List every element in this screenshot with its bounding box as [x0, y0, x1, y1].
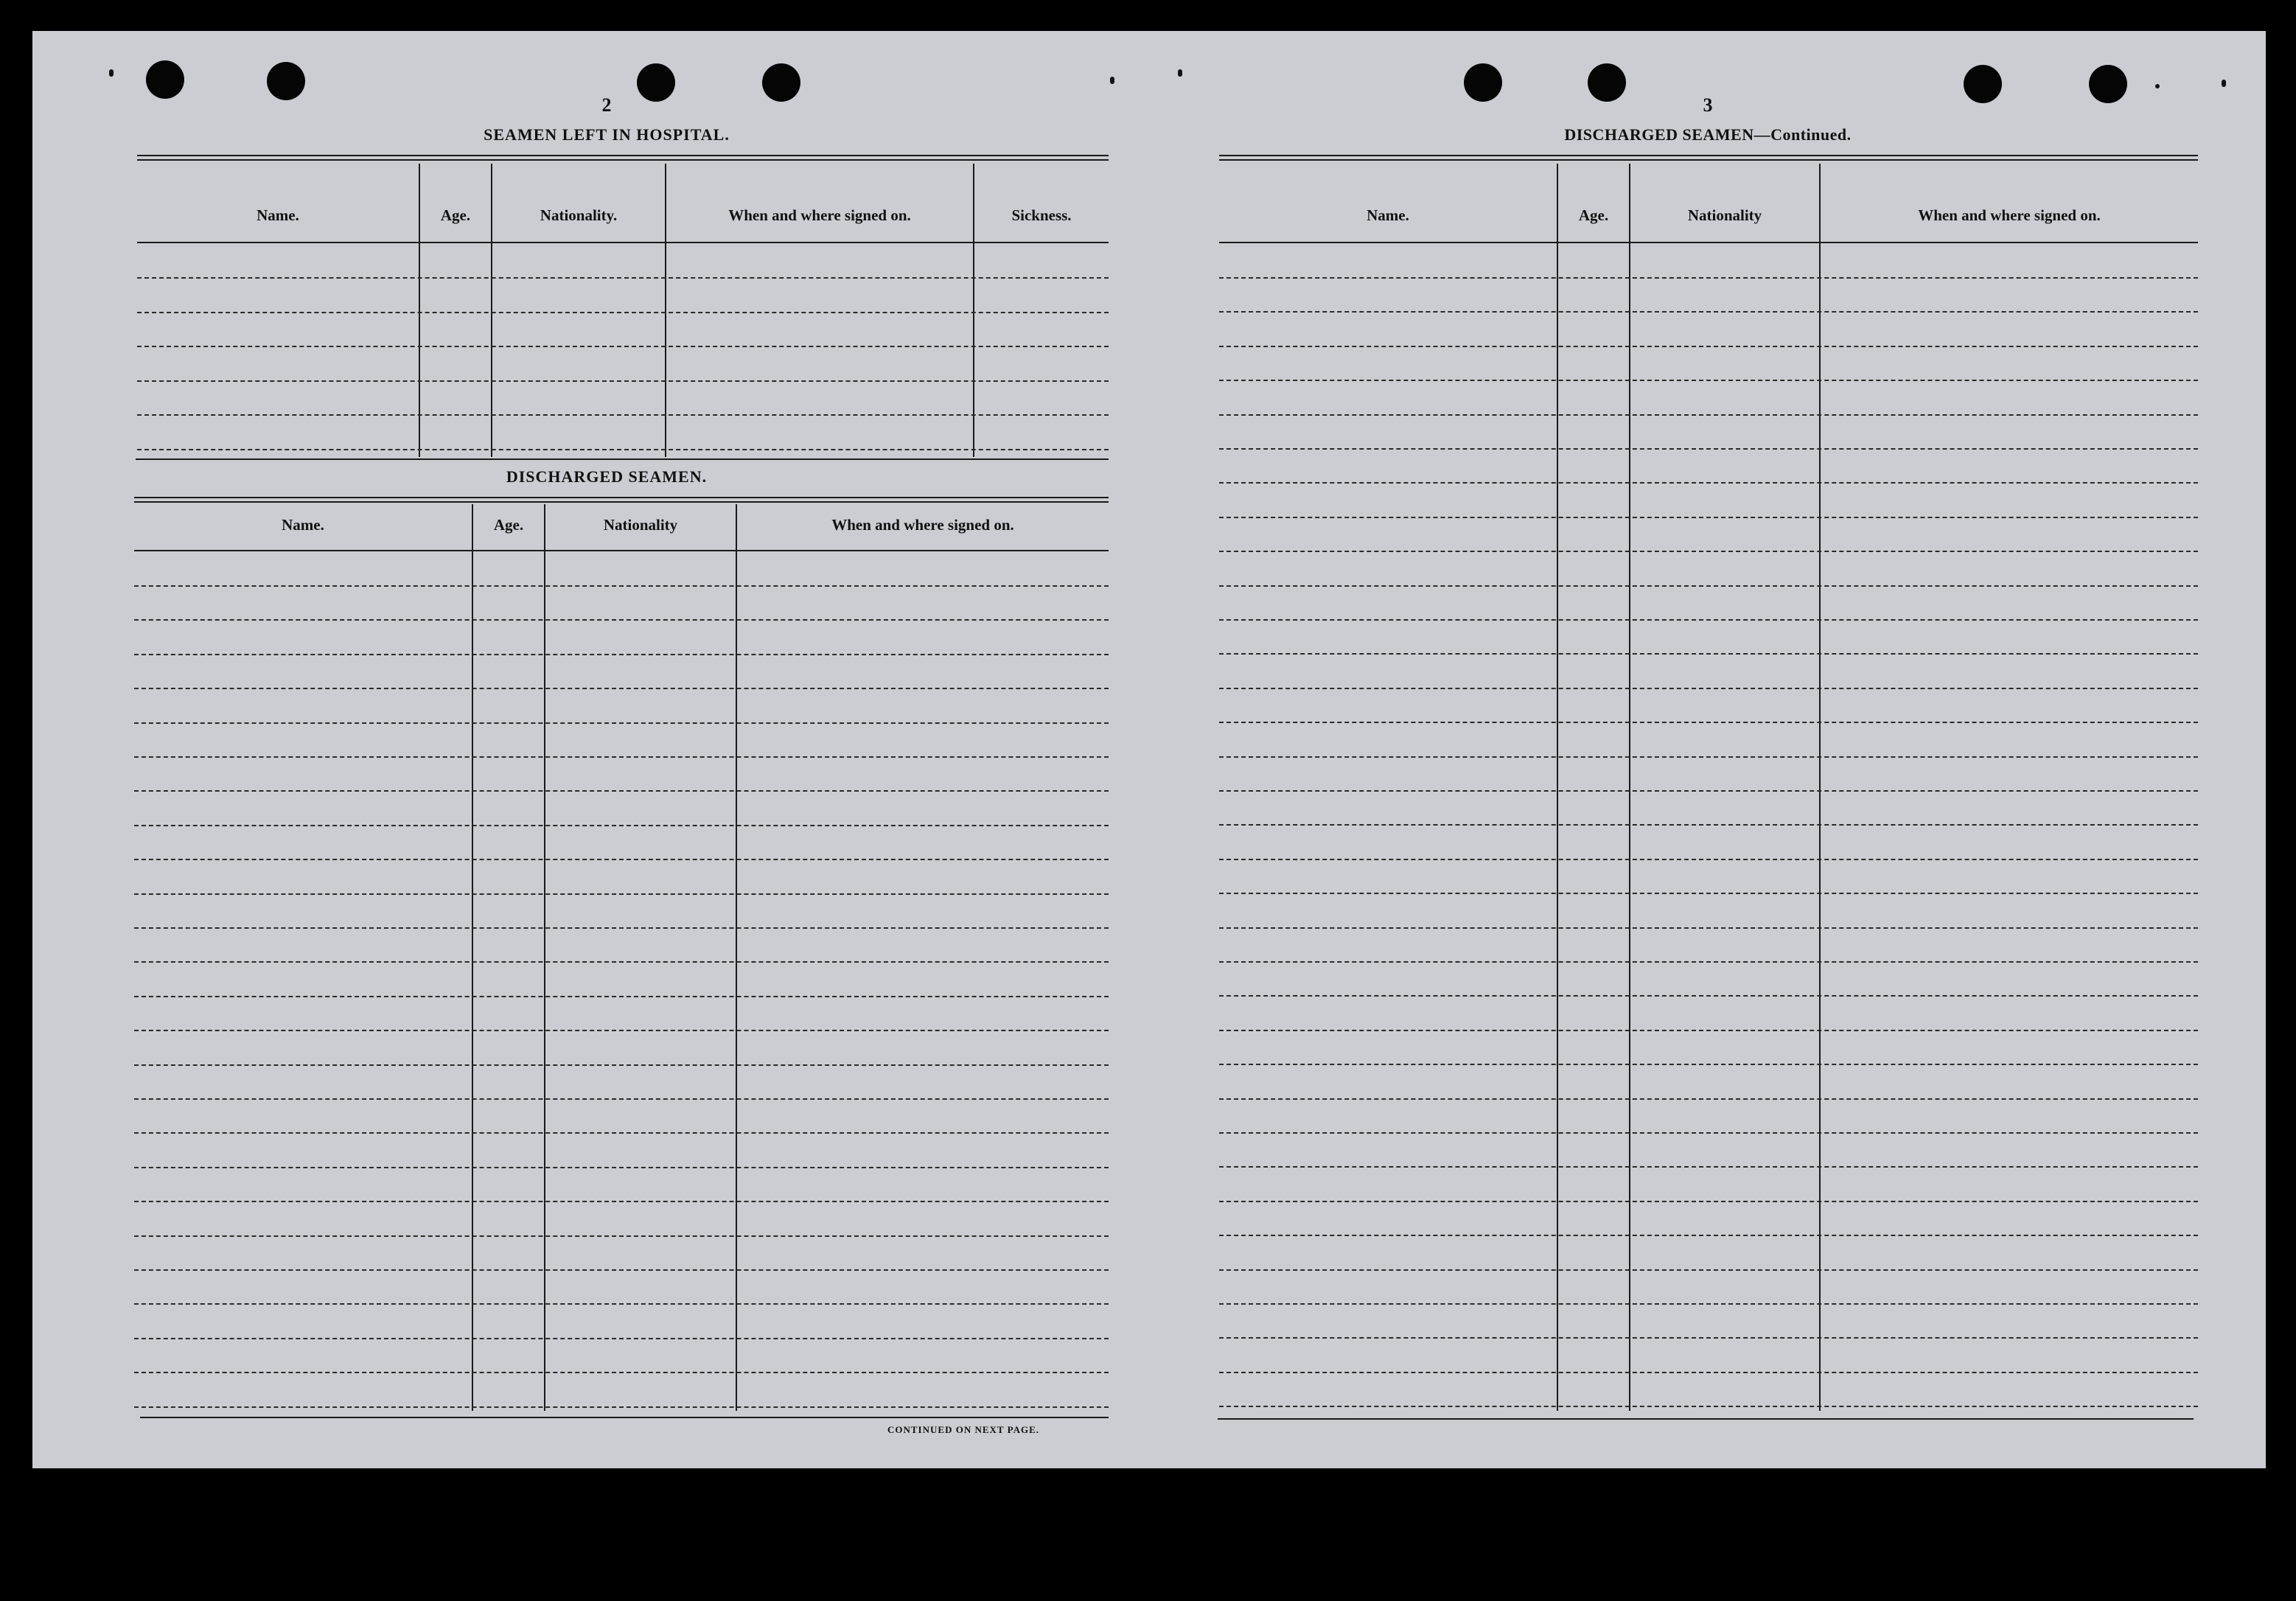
entry-line	[134, 996, 1109, 997]
speck	[2222, 80, 2226, 87]
entry-line	[1219, 1098, 2198, 1100]
entry-line	[1219, 927, 2198, 929]
column-divider	[419, 164, 420, 457]
entry-line	[134, 1167, 1109, 1168]
entry-line	[137, 346, 1109, 347]
hospital-section-title: SEAMEN LEFT IN HOSPITAL.	[484, 125, 730, 144]
entry-line	[1219, 517, 2198, 518]
entry-line	[1219, 756, 2198, 758]
column-header-nationality: Nationality	[603, 516, 678, 534]
speck	[1110, 77, 1114, 84]
entry-line	[1219, 722, 2198, 723]
entry-line	[1219, 893, 2198, 894]
column-divider	[973, 164, 974, 457]
entry-line	[134, 654, 1109, 655]
bottom-rule	[1218, 1418, 2194, 1420]
entry-line	[134, 927, 1109, 929]
entry-line	[1219, 277, 2198, 279]
entry-line	[134, 756, 1109, 758]
column-divider	[665, 164, 666, 457]
section-rule	[136, 458, 1109, 460]
column-header-age: Age.	[493, 516, 524, 534]
column-header-when-where-signed-on: When and where signed on.	[831, 516, 1014, 534]
speck	[1178, 69, 1182, 77]
entry-line	[1219, 1372, 2198, 1373]
entry-line	[1219, 1303, 2198, 1305]
entry-line	[1219, 551, 2198, 552]
entry-line	[1219, 859, 2198, 860]
column-header-when-where-signed-on: When and where signed on.	[1918, 206, 2101, 224]
entry-line	[1219, 688, 2198, 689]
column-divider	[1819, 164, 1821, 1411]
entry-line	[134, 1098, 1109, 1100]
continued-note: CONTINUED ON NEXT PAGE.	[887, 1424, 1039, 1435]
left-page	[103, 31, 1110, 1468]
column-divider	[544, 504, 545, 1411]
header-rule	[137, 242, 1109, 243]
column-header-nationality: Nationality.	[540, 206, 618, 224]
entry-line	[134, 790, 1109, 792]
entry-line	[1219, 585, 2198, 587]
entry-line	[1219, 961, 2198, 963]
entry-line	[137, 414, 1109, 416]
column-divider	[1629, 164, 1630, 1411]
entry-line	[134, 619, 1109, 621]
column-header-name: Name.	[1367, 206, 1409, 224]
entry-line	[1219, 311, 2198, 313]
column-header-nationality: Nationality	[1687, 206, 1762, 224]
entry-line	[134, 893, 1109, 895]
entry-line	[1219, 619, 2198, 621]
ledger-sheet	[32, 31, 2266, 1468]
entry-line	[1219, 995, 2198, 997]
entry-line	[1219, 1166, 2198, 1168]
entry-line	[1219, 1064, 2198, 1065]
title-rule	[1219, 155, 2198, 161]
discharged-continued-table	[1219, 164, 2198, 1409]
entry-line	[1219, 824, 2198, 826]
discharged-continued-section-title: DISCHARGED SEAMEN—Continued.	[1564, 125, 1852, 144]
entry-line	[1219, 482, 2198, 484]
entry-line	[137, 277, 1109, 279]
entry-line	[1219, 1235, 2198, 1236]
column-header-name: Name.	[257, 206, 299, 224]
entry-line	[134, 1406, 1109, 1408]
page-number: 2	[601, 94, 612, 116]
column-divider	[736, 504, 737, 1411]
page-number: 3	[1703, 94, 1713, 116]
entry-line	[1219, 1132, 2198, 1134]
discharged-section-title: DISCHARGED SEAMEN.	[506, 467, 708, 486]
entry-line	[137, 449, 1109, 450]
entry-line	[1219, 1201, 2198, 1202]
right-page	[1218, 31, 2198, 1468]
title-rule	[134, 497, 1109, 503]
column-header-age: Age.	[1578, 206, 1609, 224]
title-rule	[137, 155, 1109, 161]
entry-line	[134, 859, 1109, 860]
entry-line	[137, 380, 1109, 382]
entry-line	[134, 1132, 1109, 1134]
column-header-name: Name.	[282, 516, 324, 534]
entry-line	[134, 1338, 1109, 1339]
entry-line	[1219, 1337, 2198, 1339]
entry-line	[1219, 448, 2198, 450]
header-rule	[1219, 242, 2198, 243]
entry-line	[1219, 790, 2198, 792]
entry-line	[134, 1235, 1109, 1237]
entry-line	[1219, 346, 2198, 347]
bottom-rule	[140, 1417, 1109, 1418]
entry-line	[134, 1030, 1109, 1031]
entry-line	[1219, 653, 2198, 655]
column-header-sickness: Sickness.	[1011, 206, 1072, 224]
column-divider	[491, 164, 492, 457]
entry-line	[134, 688, 1109, 689]
entry-line	[134, 825, 1109, 826]
entry-line	[137, 312, 1109, 313]
entry-line	[1219, 414, 2198, 416]
entry-line	[1219, 380, 2198, 381]
header-rule	[134, 550, 1109, 551]
entry-line	[134, 722, 1109, 724]
entry-line	[1219, 1406, 2198, 1407]
entry-line	[134, 1303, 1109, 1305]
entry-line	[134, 961, 1109, 963]
column-header-age: Age.	[440, 206, 471, 224]
entry-line	[134, 1372, 1109, 1373]
entry-line	[134, 1201, 1109, 1202]
entry-line	[1219, 1030, 2198, 1031]
entry-line	[134, 1269, 1109, 1271]
hospital-table	[137, 164, 1109, 461]
column-header-when-where-signed-on: When and where signed on.	[728, 206, 911, 224]
entry-line	[1219, 1269, 2198, 1271]
column-divider	[1557, 164, 1558, 1411]
entry-line	[134, 585, 1109, 587]
entry-line	[134, 1064, 1109, 1066]
column-divider	[472, 504, 473, 1411]
discharged-table	[134, 504, 1109, 1408]
